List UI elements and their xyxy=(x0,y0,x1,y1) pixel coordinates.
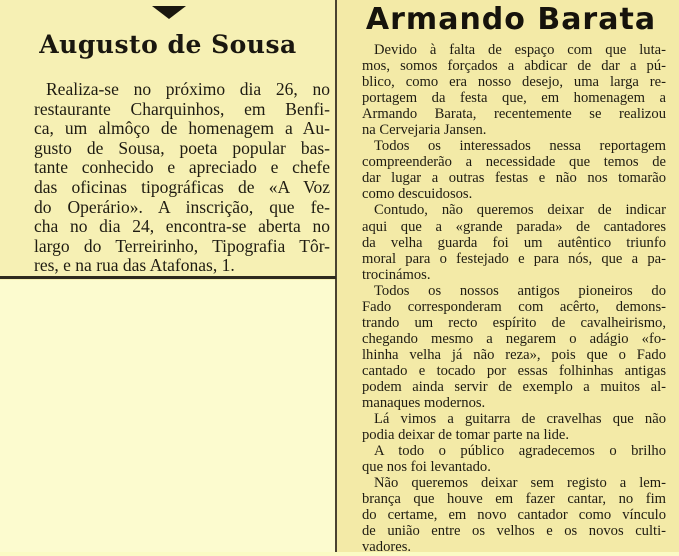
right-article-line: vadores. xyxy=(362,539,412,556)
right-article-line: portagem da festa que, em homenagem a xyxy=(362,90,666,107)
right-article-line: lhinha velha já não reza», pois que o Fado xyxy=(362,346,666,363)
left-article-title: Augusto de Sousa xyxy=(39,30,297,59)
left-article-line: do Operário». A inscrição, que fe- xyxy=(34,196,330,217)
left-article-line: Realiza-se no próximo dia 26, no xyxy=(46,79,330,99)
blank-page-area xyxy=(0,280,336,552)
left-article-line: tante conhecido e apreciado e chefe xyxy=(34,157,330,178)
right-article-line: Fado corresponderam com acêrto, demons- xyxy=(362,298,666,315)
left-article-line: gusto de Sousa, poeta popular bas- xyxy=(34,137,330,158)
right-article-line: de união entre os velhos e os novos culti- xyxy=(362,523,666,540)
right-article-line: manaques modernos. xyxy=(362,395,486,412)
right-article-line: dar lugar a outras festas e não nos tomarão xyxy=(362,170,666,187)
right-article-line: compreenderão a necessidade que temos de xyxy=(362,154,666,171)
right-article-line: podem ainda servir de exemplo a muitos al- xyxy=(362,378,666,395)
right-article-line: trocinámos. xyxy=(362,266,431,283)
right-article-line: aqui que a «grande parada» de cantadores xyxy=(362,218,666,235)
left-article-body xyxy=(34,80,330,276)
right-article-line: na Cervejaria Jansen. xyxy=(362,122,487,139)
right-article-line: moral para o festejado e para nós, que a pa- xyxy=(362,250,666,267)
right-article-line: Armando Barata, recentemente se realizou xyxy=(362,106,666,123)
right-article-line: Todos os nossos antigos pioneiros do xyxy=(374,282,666,299)
left-article-line: ca, um almôço de homenagem a Au- xyxy=(34,118,330,139)
right-article-line: Contudo, não queremos deixar de indicar xyxy=(374,202,666,219)
right-article-line: trando um recto espírito de cavalheirismo, xyxy=(362,314,666,331)
right-article-line: chegando mesmo a negarem o adágio «fo- xyxy=(362,330,666,347)
right-article-line: Não queremos deixar sem registo a lem- xyxy=(374,475,666,492)
right-article-line: Todos os interessados nessa reportagem xyxy=(374,138,666,155)
left-article-line: largo do Terreirinho, Tipografia Tôr- xyxy=(34,235,330,256)
right-article-line: brança que houve em fazer cantar, no fim xyxy=(362,491,666,508)
left-article-line: restaurante Charquinhos, em Benfi- xyxy=(34,98,330,119)
article-bottom-rule xyxy=(0,276,336,279)
right-article-line: Lá vimos a guitarra de cravelhas que não xyxy=(374,411,666,428)
triangle-ornament-icon xyxy=(152,6,186,19)
right-article-line: blico, como era nosso desejo, uma larga re- xyxy=(362,74,666,91)
right-article-line: da velha guarda foi um autêntico triunfo xyxy=(362,234,666,251)
right-article-body xyxy=(362,42,666,556)
left-article-line: res, e na rua das Atafonas, 1. xyxy=(34,255,235,276)
right-article-line: cantado e tocado por essas folhinhas antigas xyxy=(362,362,666,379)
right-article-title: Armando Barata xyxy=(365,2,657,37)
right-article-line: mos, somos forçados a abdicar de dar a pú- xyxy=(362,58,666,75)
left-article-line: cha no dia 24, encontra-se aberta no xyxy=(34,216,330,237)
right-article-line: A todo o público agradecemos o brilho xyxy=(374,443,666,460)
left-article-line: das oficinas tipográficas de «A Voz xyxy=(34,176,330,197)
right-article-line: que nos foi levantado. xyxy=(362,459,491,476)
right-article-line: Devido à falta de espaço com que luta- xyxy=(374,42,666,58)
right-article-line: como descuidosos. xyxy=(362,186,473,203)
right-article-line: do certame, em novo cantador como vínculo xyxy=(362,507,666,524)
right-article-line: podia deixar de tomar parte na lide. xyxy=(362,427,570,444)
